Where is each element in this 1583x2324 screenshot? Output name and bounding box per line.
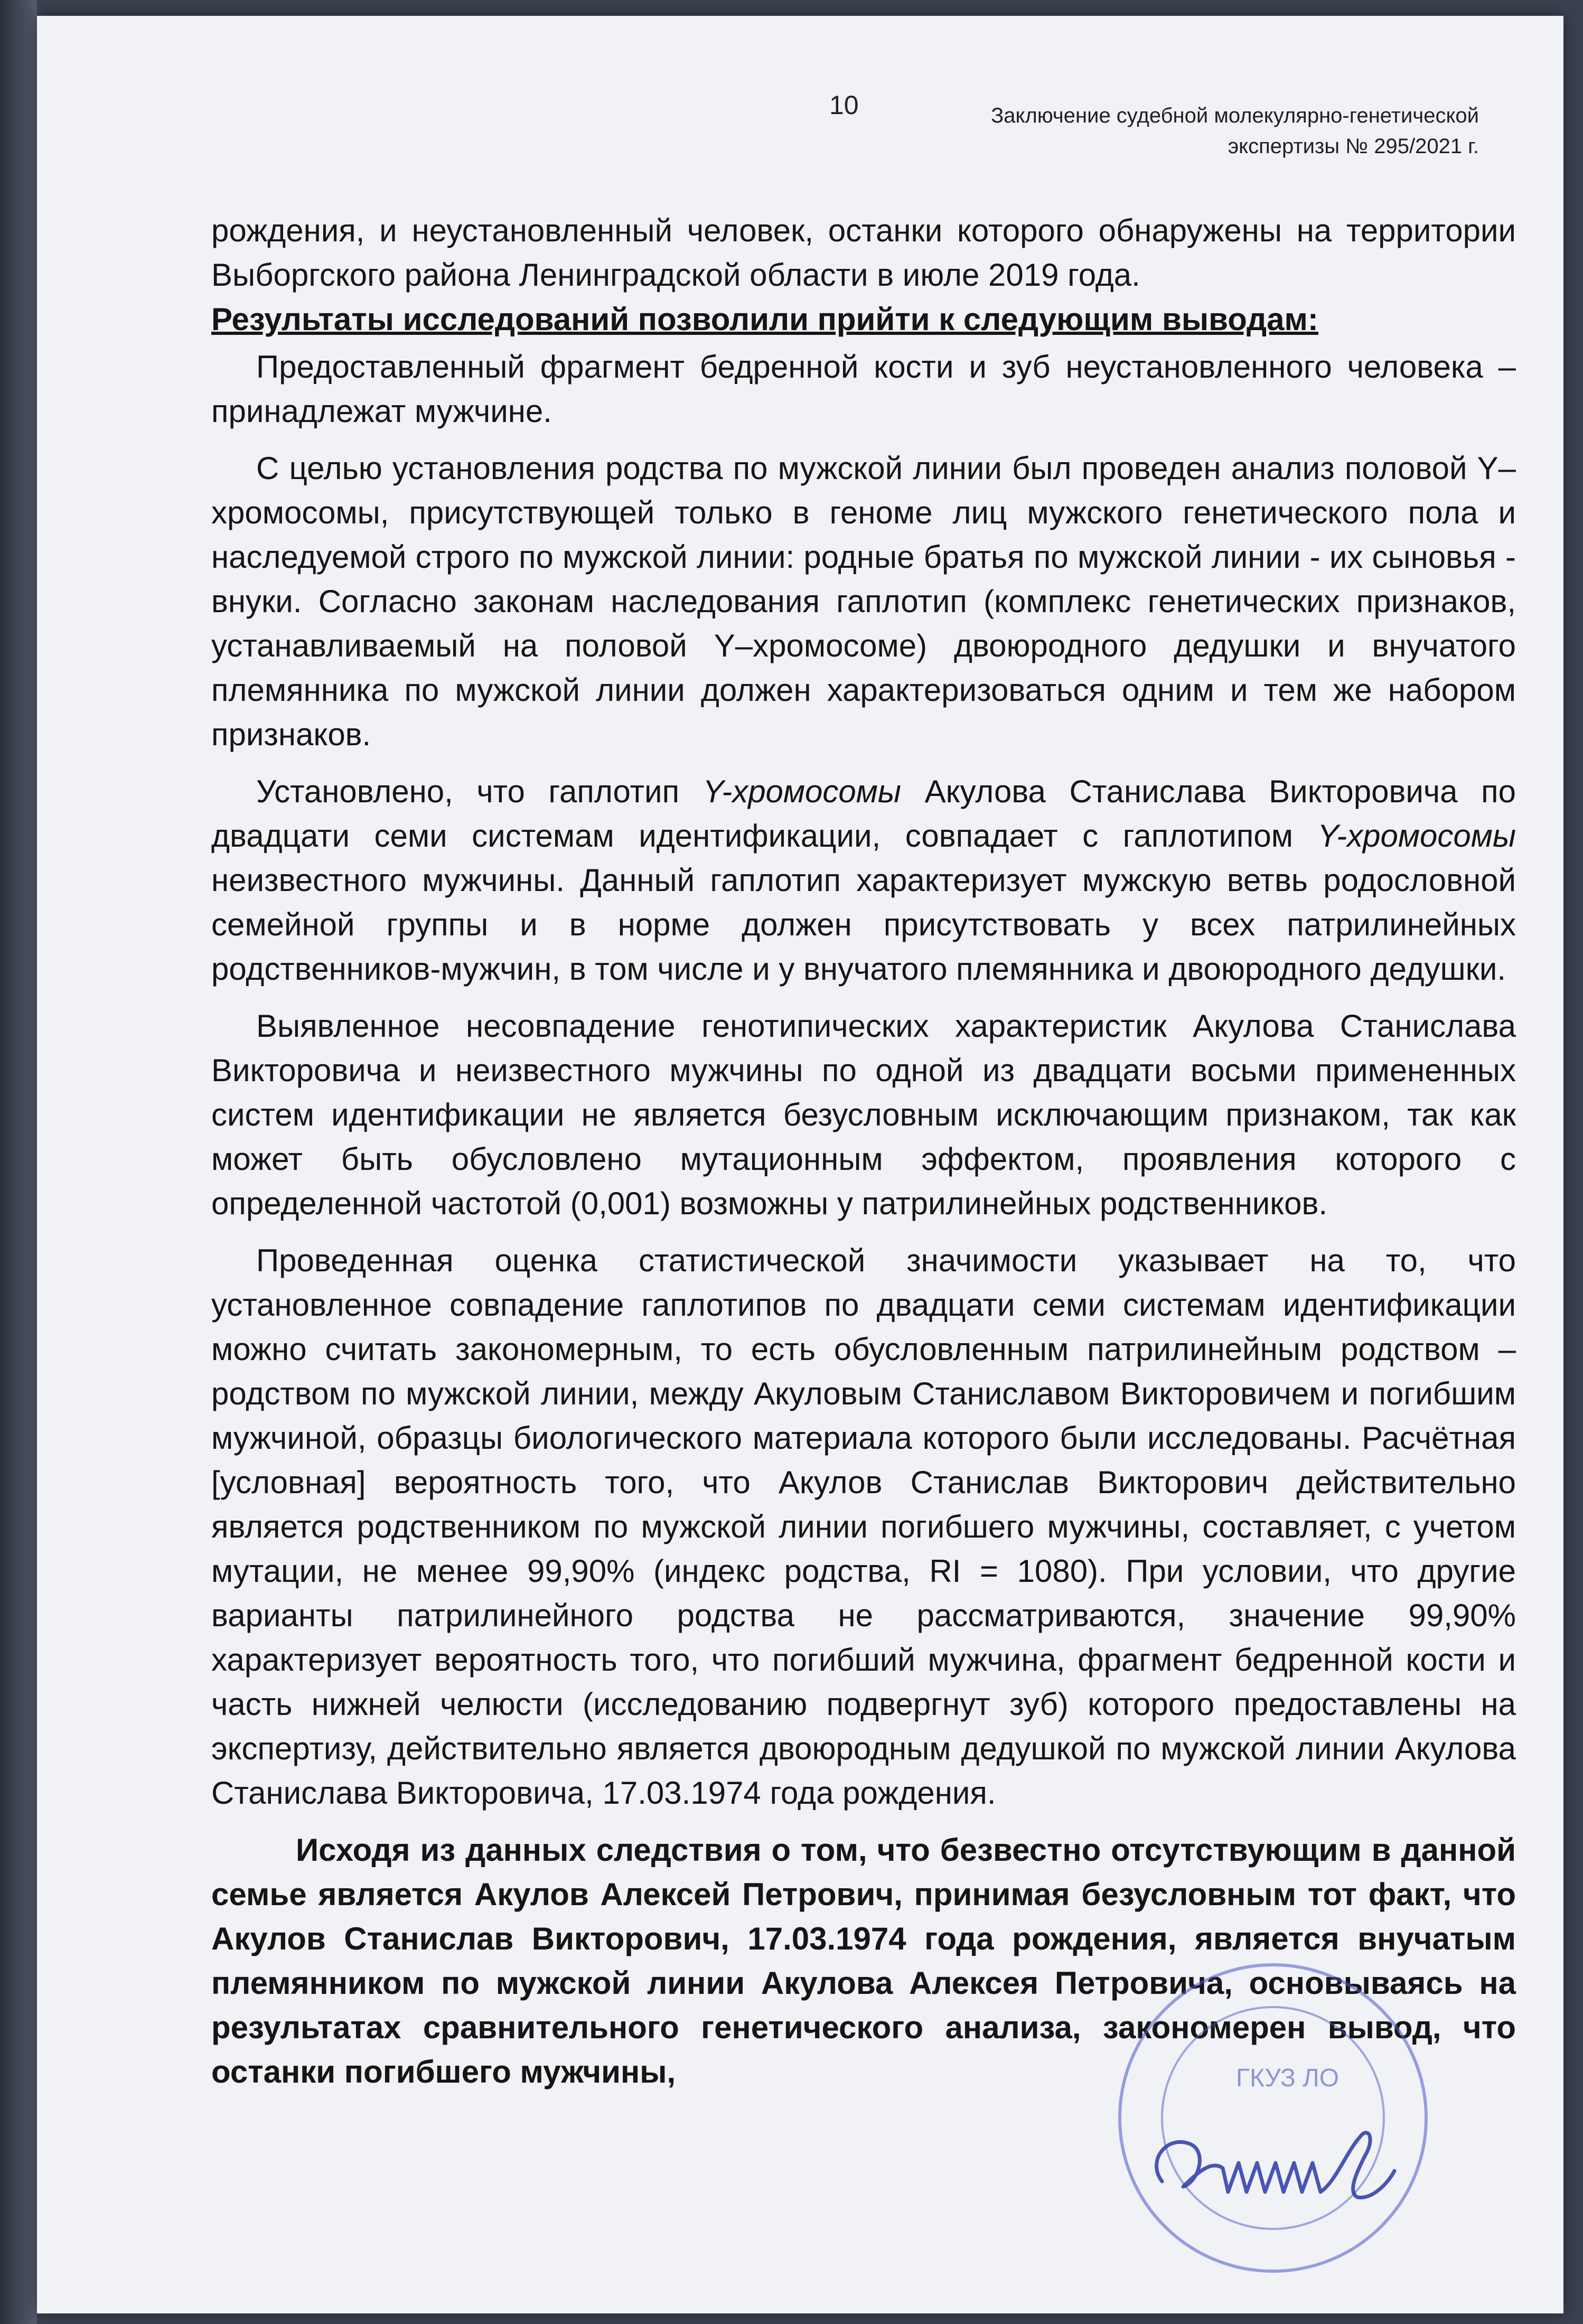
- document-page: [37, 16, 1563, 2313]
- paragraph-haplotype: [211, 770, 1516, 991]
- paragraph-conclusion: Исходя из данных следствия о том, что безвестно отсутствующим в данной семье является Акулов Алексей Петрович, принимая безусловным тот факт, что Акулов Станислав Викторович, 17.03.1974 года рождения, является внучатым племянником по мужской линии Акулова Алексея Петровича, основываясь на результатах сравнительного генетического анализа, закономерен вывод, что останки погибшего мужчины,: [211, 1832, 1516, 2089]
- paragraph-statistics: Проведенная оценка статистической значимости указывает на то, что установленное совпадение гаплотипов по двадцати семи системам идентификации можно считать закономерным, то есть обусловленным патрилинейным родством – родством по мужской линии, между Акуловым Станиславом Викторовичем и погибшим мужчиной, образцы биологического материала которого были исследованы. Расчётная [условная] вероятность того, что Акулов Станислав Викторович действительно является родственником по мужской линии погибшего мужчины, составляет, с учетом мутации, не менее 99,90% (индекс родства, RI = 1080). При условии, что другие варианты патрилинейного родства не рассматриваются, значение 99,90% характеризует вероятность того, что погибший мужчина, фрагмент бедренной кости и часть нижней челюсти (исследованию подвергнут зуб) которого предоставлены на экспертизу, действительно является двоюродным дедушкой по мужской линии Акулова Станислава Викторовича, 17.03.1974 года рождения.: [211, 1243, 1516, 1811]
- italic-term: Y-хромосомы: [702, 774, 902, 809]
- text-run: Акулова Станислава Викторовича по двадцати семи системам идентификации, совпадает с гаплотипом: [211, 774, 1516, 854]
- official-stamp: [1099, 1960, 1437, 2298]
- paragraph-mismatch: Выявленное несовпадение генотипических характеристик Акулова Станислава Викторовича и неизвестного мужчины по одной из двадцати восьми примененных систем идентификации не является безусловным исключающим признаком, так как может быть обусловлено мутационным эффектом, проявления которого с определенной частотой (0,001) возможны у патрилинейных родственников.: [211, 1008, 1516, 1221]
- header-line-1: Заключение судебной молекулярно-генетической: [991, 104, 1479, 127]
- document-header: [898, 100, 1479, 162]
- stamp-text: ГКУЗ ЛО: [1236, 2064, 1340, 2092]
- paragraph-sex: Предоставленный фрагмент бедренной кости и зуб неустановленного человека – принадлежат мужчине.: [211, 349, 1516, 429]
- document-body: [211, 209, 1516, 2107]
- page-edge: [0, 0, 37, 2324]
- text-run: неизвестного мужчины. Данный гаплотип характеризует мужскую ветвь родословной семейной группы и в норме должен присутствовать у всех патрилинейных родственников-мужчин, в том числе и у внучатого племянника и двоюродного дедушки.: [211, 863, 1516, 987]
- page-number: 10: [829, 90, 859, 120]
- italic-term: Y-хромосомы: [1317, 818, 1516, 854]
- paragraph-y-chromosome: С целью установления родства по мужской линии был проведен анализ половой Y– хромосомы, присутствующей только в геноме лиц мужского генетического пола и наследуемой строго по мужской линии: родные братья по мужской линии - их сыновья - внуки. Согласно законам наследования гаплотип (комплекс генетических признаков, устанавливаемый на половой Y–хромосоме) двоюродного дедушки и внучатого племянника по мужской линии должен характеризоваться одним и тем же набором признаков.: [211, 451, 1516, 752]
- header-line-2: экспертизы № 295/2021 г.: [1228, 135, 1479, 158]
- conclusions-heading: Результаты исследований позволили прийти к следующим выводам:: [211, 302, 1318, 337]
- paragraph-continuation: рождения, и неустановленный человек, останки которого обнаружены на территории Выборгского района Ленинградской области в июле 2019 года.: [211, 213, 1516, 293]
- text-run: Установлено, что гаплотип: [256, 774, 703, 809]
